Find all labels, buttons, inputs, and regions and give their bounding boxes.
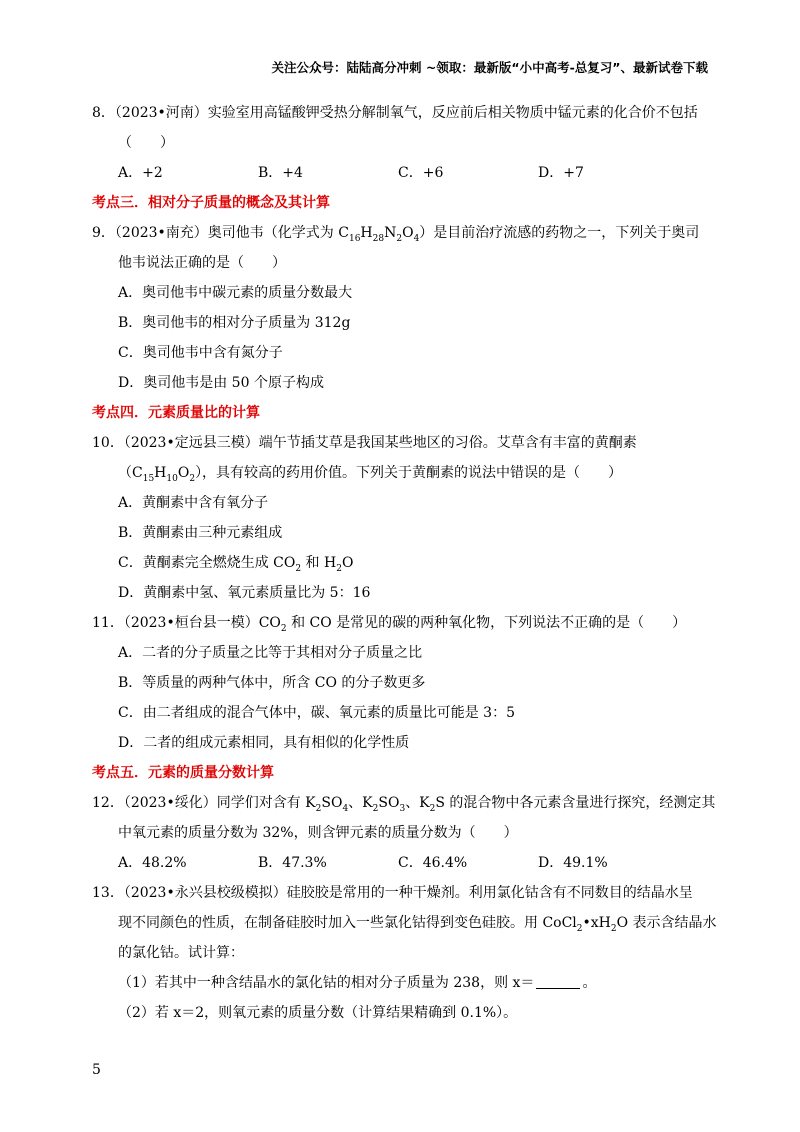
option-d: D．49.1% — [538, 855, 608, 871]
option-d: D．二者的组成元素相同，具有相似的化学性质 — [118, 735, 410, 751]
option-c — [92, 548, 710, 578]
option-b: B．47.3% — [258, 855, 327, 871]
q10c-text: 和 H — [301, 555, 337, 571]
q10-text: ），具有较高的药用价值。下列关于黄酮素的说法中错误的是（ ） — [195, 465, 623, 481]
option-b: B．黄酮素由三种元素组成 — [118, 525, 283, 541]
q12-text: S 的混合物中各元素含量进行探究，经测定其 — [435, 795, 716, 811]
option-c: C．由二者组成的混合气体中，碳、氧元素的质量比可能是 3：5 — [118, 705, 515, 721]
q13-part1-text: （1）若其中一种含结晶水的氯化钴的相对分子质量为 238，则 x＝ — [118, 975, 535, 991]
question-8-line1: 8．（2023•河南）实验室用高锰酸钾受热分解制氧气，反应前后相关物质中锰元素的化合价不包括 — [92, 105, 698, 121]
q9-text: ）是目前治疗流感的药物之一，下列关于奥司 — [419, 225, 700, 241]
option-d: D．+7 — [538, 165, 584, 181]
q10-text: H — [154, 465, 167, 481]
section-heading-3: 考点三．相对分子质量的概念及其计算 — [92, 195, 330, 211]
document-body — [92, 98, 717, 1028]
option-a: A．黄酮素中含有氧分子 — [118, 495, 269, 511]
q12-sub: 4 — [342, 803, 349, 814]
section-heading-4: 考点四．元素质量比的计算 — [92, 405, 260, 421]
q13-text: 现不同颜色的性质，在制备硅胶时加入一些氯化钴得到变色硅胶。用 CoCl — [118, 915, 577, 931]
q11-text: 和 CO 是常见的碳的两种氧化物，下列说法不正确的是（ ） — [286, 615, 687, 631]
q13-text: O 表示含结晶水 — [616, 915, 717, 931]
q10c-sub: 2 — [336, 563, 342, 574]
q9-sub: 2 — [396, 233, 403, 244]
question-11-line1 — [92, 608, 710, 638]
section-heading-5: 考点五．元素的质量分数计算 — [92, 765, 274, 781]
page-number: 5 — [92, 1062, 101, 1078]
question-8-line2: （ ） — [118, 135, 174, 151]
q12-text: 12．（2023•绥化）同学们对含有 K — [92, 795, 316, 811]
q9-text: N — [384, 225, 397, 241]
option-c: C．+6 — [398, 165, 444, 181]
option-b: B．+4 — [258, 165, 303, 181]
q11-sub: 2 — [280, 623, 287, 634]
option-b: B．奥司他韦的相对分子质量为 312g — [118, 315, 351, 331]
q9-sub: 16 — [348, 233, 361, 244]
q10c-text: O — [341, 555, 354, 571]
question-12-options — [92, 848, 710, 878]
question-10-line2 — [92, 458, 710, 488]
q9-text: O — [402, 225, 414, 241]
q12-text: 、K — [405, 795, 430, 811]
q12-sub: 2 — [315, 803, 322, 814]
question-13-line2 — [92, 908, 717, 938]
question-13-part2: （2）若 x＝2，则氧元素的质量分数（计算结果精确到 0.1%）。 — [118, 1005, 518, 1021]
option-c: C．46.4% — [398, 855, 468, 871]
q13-sub: 2 — [576, 923, 583, 934]
question-13-part1 — [92, 968, 710, 998]
q13-text: •xH — [582, 915, 611, 931]
q10c-text: C．黄酮素完全燃烧生成 CO — [118, 555, 296, 571]
option-a: A．奥司他韦中碳元素的质量分数最大 — [118, 285, 353, 301]
option-c: C．奥司他韦中含有氮分子 — [118, 345, 283, 361]
q13-part1-text: 。 — [582, 975, 597, 991]
q12-sub: 2 — [372, 803, 379, 814]
option-a: A．48.2% — [118, 855, 187, 871]
q10-text: O — [177, 465, 190, 481]
q11-text: 11．（2023•桓台县一模）CO — [92, 615, 281, 631]
question-10-line1: 10．（2023•定远县三模）端午节插艾草是我国某些地区的习俗。艾草含有丰富的黄酮素 — [92, 435, 637, 451]
q13-sub: 2 — [610, 923, 617, 934]
q12-text: 、K — [348, 795, 373, 811]
q12-sub: 3 — [399, 803, 406, 814]
option-d: D．黄酮素中氢、氧元素质量比为 5：16 — [118, 585, 371, 601]
question-12-line1 — [92, 788, 716, 818]
q12-sub: 2 — [429, 803, 436, 814]
option-b: B．等质量的两种气体中，所含 CO 的分子数更多 — [118, 675, 426, 691]
q9-sub: 4 — [413, 233, 420, 244]
q10-sub: 15 — [142, 473, 155, 484]
option-a: A．+2 — [118, 165, 163, 181]
question-12-line2: 中氧元素的质量分数为 32%，则含钾元素的质量分数为（ ） — [118, 825, 518, 841]
q10-text: （C — [118, 465, 143, 481]
question-13-line1: 13．（2023•永兴县校级模拟）硅胶胶是常用的一种干燥剂。利用氯化钴含有不同数目的结晶水呈 — [92, 885, 693, 901]
question-13-line3: 的氯化钴。试计算： — [118, 945, 244, 961]
q9-text: H — [360, 225, 373, 241]
q9-text: 9．（2023•南充）奥司他韦（化学式为 C — [92, 225, 349, 241]
q10c-sub: 2 — [295, 563, 302, 574]
question-9-line2: 他韦说法正确的是（ ） — [118, 255, 286, 271]
q9-sub: 28 — [372, 233, 385, 244]
q10-sub: 2 — [189, 473, 196, 484]
page-header: 关注公众号：陆陆高分冲刺 ~领取：最新版“小中高考-总复习”、最新试卷下载 — [271, 60, 708, 75]
option-a: A．二者的分子质量之比等于其相对分子质量之比 — [118, 645, 423, 661]
answer-blank[interactable] — [536, 974, 580, 989]
q12-text: SO — [321, 795, 343, 811]
q10-sub: 10 — [166, 473, 178, 484]
q12-text: SO — [378, 795, 400, 811]
question-9-line1 — [92, 218, 710, 248]
question-8-options — [92, 158, 710, 188]
option-d: D．奥司他韦是由 50 个原子构成 — [118, 375, 324, 391]
